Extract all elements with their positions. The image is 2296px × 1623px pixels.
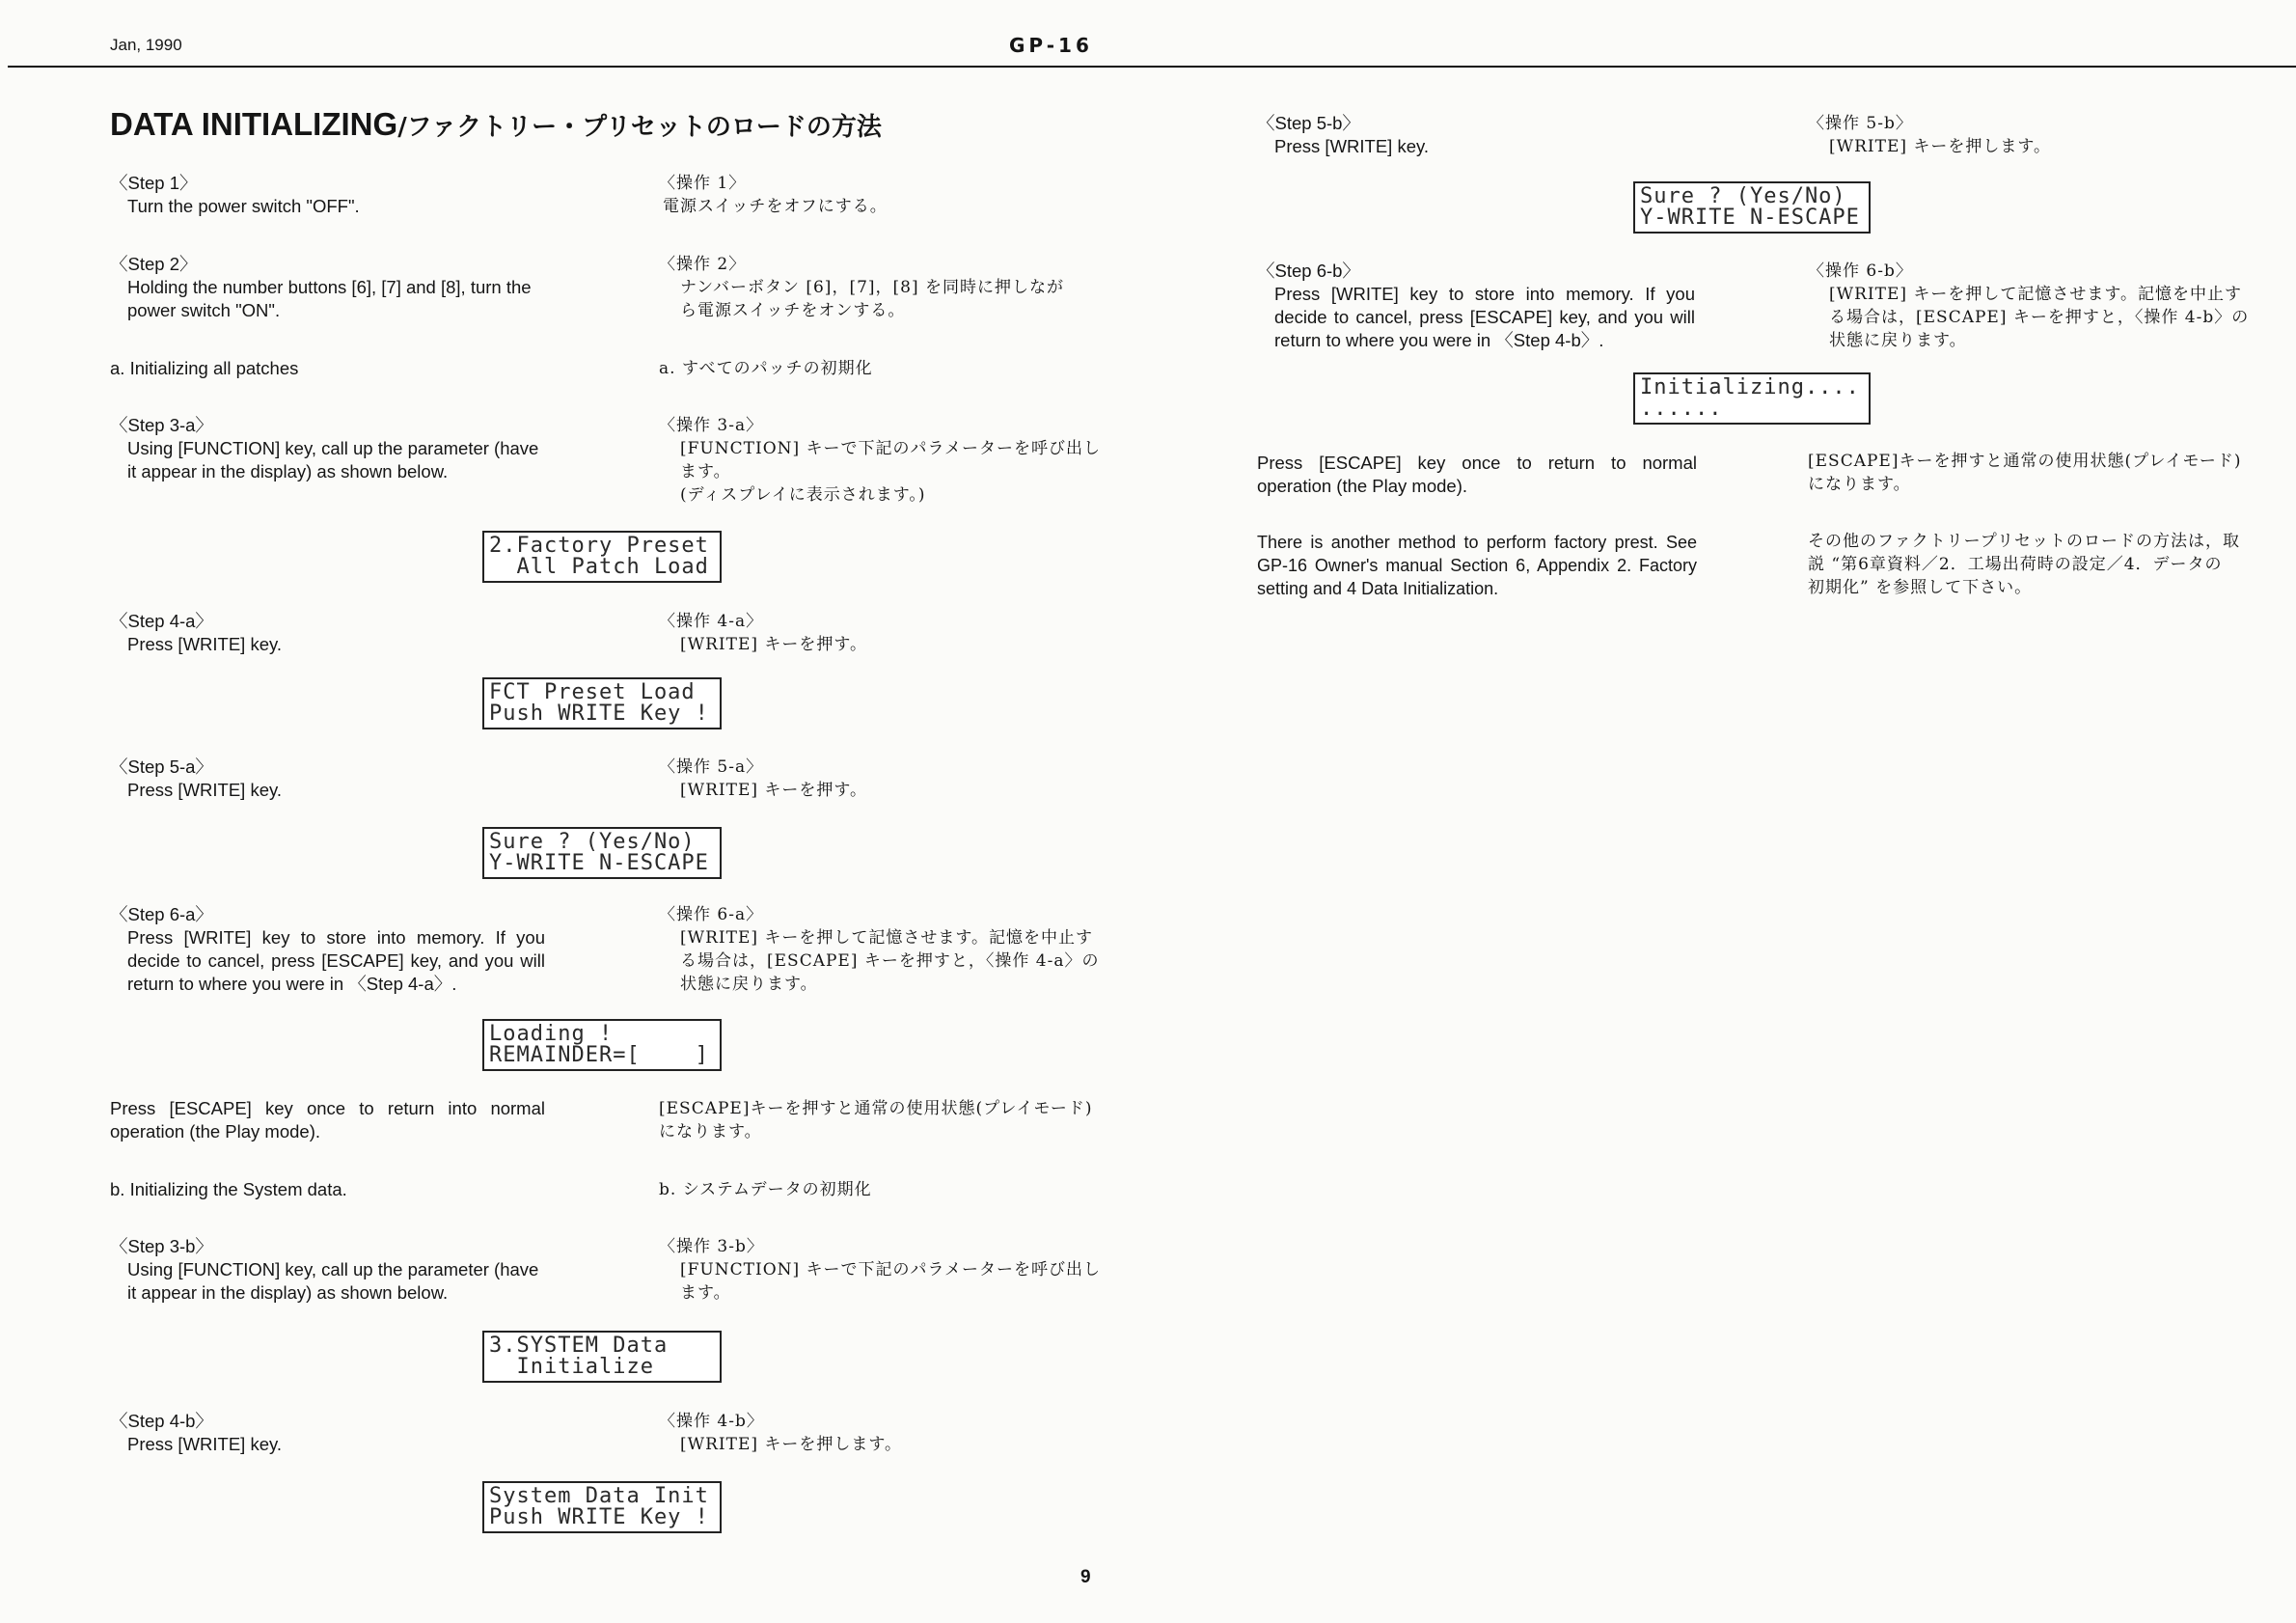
- step-label: 〈Step 4-b〉: [110, 1411, 213, 1431]
- step-label: 〈Step 5-a〉: [110, 756, 213, 777]
- step-text-line: Holding the number buttons [6], [7] and [8], turn the: [127, 277, 532, 297]
- step-text-line: 状態に戻ります。: [1829, 331, 1967, 350]
- lcd-row: 3.SYSTEM Data: [489, 1334, 669, 1358]
- step-label: 〈操作 3-a〉: [659, 416, 764, 435]
- step-5b-en: [1257, 112, 1429, 158]
- step-3b-jp: [659, 1235, 1101, 1305]
- step-text-line: power switch "ON".: [127, 300, 281, 320]
- escape-note-jp: [1808, 450, 2242, 496]
- step-text-line: Turn the power switch "OFF".: [127, 196, 360, 216]
- lcd-display-system-data-init: [482, 1481, 722, 1533]
- page-number: 9: [1080, 1567, 1091, 1587]
- note-line: Press [ESCAPE] key once to return into normal: [110, 1098, 545, 1118]
- step-6b-jp: [1808, 260, 2249, 352]
- step-label: 〈操作 2〉: [659, 255, 747, 274]
- step-text-line: 電源スイッチをオフにする。: [663, 197, 888, 216]
- page-title-jp: /ファクトリー・プリセットのロードの方法: [397, 113, 882, 142]
- step-2-en: [110, 253, 532, 322]
- step-text-line: ナンバーボタン [6]，[7]，[8] を同時に押しなが: [680, 278, 1065, 297]
- lcd-row: All Patch Load: [489, 555, 709, 579]
- other-method-note-en: [1257, 531, 1697, 600]
- step-text-line: Press [WRITE] key.: [127, 634, 283, 654]
- step-4a-en: [110, 610, 282, 656]
- step-text-line: Using [FUNCTION] key, call up the parameter (have: [127, 438, 539, 458]
- lcd-display-initializing: [1633, 372, 1871, 425]
- note-line: Press [ESCAPE] key once to return to normal: [1257, 453, 1697, 473]
- section-heading: a. Initializing all patches: [110, 358, 299, 378]
- step-text-line: it appear in the display) as shown below.: [127, 1282, 449, 1303]
- note-line: になります。: [659, 1122, 762, 1142]
- lcd-row: 2.Factory Preset: [489, 534, 709, 558]
- step-text-line: [WRITE] キーを押します。: [1829, 137, 2052, 156]
- note-line: operation (the Play mode).: [110, 1121, 321, 1142]
- step-text-line: [WRITE] キーを押して記憶させます。記憶を中止す: [1829, 285, 2243, 304]
- lcd-row: System Data Init: [489, 1484, 709, 1508]
- step-text-line: return to where you were in 〈Step 4-a〉.: [127, 974, 457, 994]
- step-2-jp: [659, 253, 1064, 322]
- lcd-row: Push WRITE Key !: [489, 1505, 709, 1529]
- step-text-line: decide to cancel, press [ESCAPE] key, and you will: [127, 950, 545, 971]
- step-6a-jp: [659, 903, 1099, 996]
- step-1-en: [110, 172, 360, 218]
- step-text-line: ら電源スイッチをオンする。: [680, 301, 906, 320]
- step-label: 〈Step 2〉: [110, 254, 198, 274]
- lcd-row: REMAINDER=[ ]: [489, 1043, 709, 1067]
- section-heading: b. Initializing the System data.: [110, 1179, 347, 1199]
- lcd-row: Initialize: [489, 1355, 654, 1379]
- step-4a-jp: [659, 610, 867, 656]
- note-line: GP-16 Owner's manual Section 6, Appendix 2. Factory: [1257, 556, 1697, 575]
- section-heading: b. システムデータの初期化: [659, 1180, 872, 1199]
- section-heading: a. すべてのパッチの初期化: [659, 359, 873, 378]
- lcd-display-confirm: [482, 827, 722, 879]
- step-label: 〈操作 4-b〉: [659, 1412, 764, 1431]
- step-label: 〈Step 3-a〉: [110, 415, 213, 435]
- note-line: operation (the Play mode).: [1257, 476, 1468, 496]
- section-b-heading-en: [110, 1178, 347, 1201]
- lcd-row: Push WRITE Key !: [489, 701, 709, 726]
- step-text-line: ます。: [680, 1283, 731, 1303]
- lcd-row: Loading !: [489, 1022, 614, 1046]
- lcd-display-fct-preset-load: [482, 677, 722, 729]
- step-text-line: 状態に戻ります。: [680, 975, 818, 994]
- step-label: 〈操作 6-a〉: [659, 905, 764, 924]
- step-3a-jp: [659, 414, 1101, 507]
- step-text-line: Press [WRITE] key to store into memory. If you: [1274, 284, 1695, 304]
- lcd-display-system-data: [482, 1331, 722, 1383]
- step-3a-en: [110, 414, 538, 483]
- lcd-row: Y-WRITE N-ESCAPE: [1640, 206, 1860, 230]
- step-4b-jp: [659, 1410, 902, 1456]
- escape-note-en: [110, 1097, 545, 1143]
- note-line: 説 “第6章資料／2．工場出荷時の設定／4．データの: [1808, 555, 2223, 574]
- step-label: 〈操作 5-a〉: [659, 757, 764, 777]
- step-6a-en: [110, 903, 545, 996]
- step-label: 〈Step 5-b〉: [1257, 113, 1360, 133]
- step-text-line: [FUNCTION] キーで下記のパラメーターを呼び出し: [680, 439, 1102, 458]
- step-text-line: Press [WRITE] key.: [127, 780, 283, 800]
- section-a-heading-en: [110, 357, 298, 380]
- note-line: [ESCAPE]キーを押すと通常の使用状態(プレイモード): [659, 1099, 1093, 1118]
- escape-note-jp: [659, 1097, 1093, 1143]
- step-label: 〈Step 3-b〉: [110, 1236, 213, 1256]
- note-line: There is another method to perform factory prest. See: [1257, 533, 1697, 552]
- step-text-line: Using [FUNCTION] key, call up the parameter (have: [127, 1259, 539, 1279]
- step-text-line: る場合は，[ESCAPE] キーを押すと，〈操作 4-a〉の: [680, 951, 1100, 971]
- step-text-line: (ディスプレイに表示されます。): [680, 485, 926, 505]
- step-4b-en: [110, 1410, 282, 1456]
- step-label: 〈Step 4-a〉: [110, 611, 213, 631]
- lcd-display-loading: [482, 1019, 722, 1071]
- lcd-display-confirm: [1633, 181, 1871, 234]
- lcd-display-factory-preset: [482, 531, 722, 583]
- step-label: 〈操作 5-b〉: [1808, 114, 1913, 133]
- lcd-row: Initializing....: [1640, 375, 1860, 399]
- lcd-row: Y-WRITE N-ESCAPE: [489, 851, 709, 875]
- step-5a-jp: [659, 756, 867, 802]
- step-text-line: [FUNCTION] キーで下記のパラメーターを呼び出し: [680, 1260, 1102, 1279]
- step-label: 〈Step 6-b〉: [1257, 261, 1360, 281]
- step-label: 〈Step 1〉: [110, 173, 198, 193]
- step-1-jp: [659, 172, 888, 218]
- note-line: その他のファクトリープリセットのロードの方法は，取: [1808, 532, 2240, 551]
- header-date: Jan, 1990: [110, 36, 182, 54]
- step-text-line: decide to cancel, press [ESCAPE] key, and you will: [1274, 307, 1695, 327]
- step-text-line: [WRITE] キーを押す。: [680, 635, 868, 654]
- step-label: 〈操作 1〉: [659, 174, 747, 193]
- note-line: になります。: [1808, 475, 1911, 494]
- header-rule: [8, 66, 2296, 68]
- step-3b-en: [110, 1235, 538, 1305]
- step-text-line: [WRITE] キーを押します。: [680, 1435, 903, 1454]
- section-b-heading-jp: [659, 1178, 872, 1201]
- step-text-line: る場合は，[ESCAPE] キーを押すと，〈操作 4-b〉の: [1829, 308, 2250, 327]
- step-text-line: Press [WRITE] key.: [127, 1434, 283, 1454]
- step-text-line: [WRITE] キーを押して記憶させます。記憶を中止す: [680, 928, 1094, 948]
- step-label: 〈操作 6-b〉: [1808, 261, 1913, 281]
- step-6b-en: [1257, 260, 1695, 352]
- step-text-line: Press [WRITE] key.: [1274, 136, 1430, 156]
- step-text-line: it appear in the display) as shown below.: [127, 461, 449, 481]
- section-a-heading-jp: [659, 357, 873, 380]
- step-5b-jp: [1808, 112, 2051, 158]
- step-5a-en: [110, 756, 282, 802]
- lcd-row: Sure ? (Yes/No): [489, 830, 696, 854]
- step-text-line: ます。: [680, 462, 731, 481]
- lcd-row: FCT Preset Load: [489, 680, 696, 704]
- lcd-row: ......: [1640, 397, 1723, 421]
- escape-note-en: [1257, 452, 1697, 498]
- step-text-line: [WRITE] キーを押す。: [680, 781, 868, 800]
- note-line: setting and 4 Data Initialization.: [1257, 579, 1499, 598]
- step-text-line: return to where you were in 〈Step 4-b〉.: [1274, 330, 1604, 350]
- header-model: GP-16: [1009, 34, 1093, 57]
- other-method-note-jp: [1808, 530, 2240, 599]
- step-label: 〈操作 4-a〉: [659, 612, 764, 631]
- step-text-line: Press [WRITE] key to store into memory. If you: [127, 927, 545, 948]
- step-label: 〈Step 6-a〉: [110, 904, 213, 924]
- page-title: [110, 104, 882, 151]
- note-line: 初期化” を参照して下さい。: [1808, 578, 2033, 597]
- step-label: 〈操作 3-b〉: [659, 1237, 764, 1256]
- page-title-en: DATA INITIALIZING: [110, 106, 398, 142]
- lcd-row: Sure ? (Yes/No): [1640, 184, 1846, 208]
- note-line: [ESCAPE]キーを押すと通常の使用状態(プレイモード): [1808, 452, 2242, 471]
